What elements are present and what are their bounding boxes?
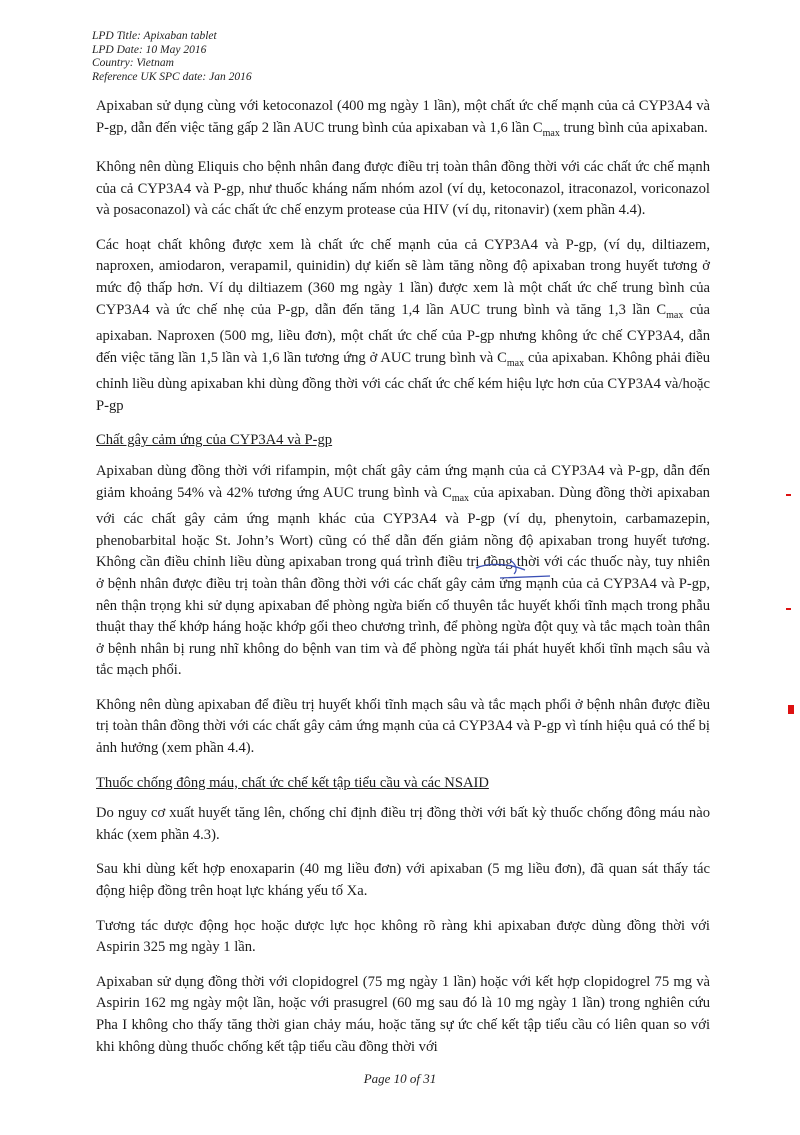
paragraph-weaker-inhibitors: Các hoạt chất không được xem là chất ức chế mạnh của cả CYP3A4 và P-gp, (ví dụ, diltiazem, naproxen, amiodaron, verapamil, quinidin) dự kiến sẽ làm tăng nồng độ apixaban trong huyết tương ở mức độ thấp hơn. Ví dụ diltiazem (360 mg ngày 1 lần) được xem là một chất ức chế trung bình của CYP3A4 và ức chế nhẹ của P-gp, dẫn đến tăng 1,4 lần AUC trung bình và tăng 1,3 lần $C_{max}$ của apixaban. Naproxen (500 mg, liều đơn), một chất ức chế của P-gp nhưng không ức chế CYP3A4, dẫn đến việc tăng lần 1,5 lần và 1,6 lần tương ứng ở AUC trung bình và $C_{max}$ của apixaban. Không phải điều chỉnh liều dùng apixaban khi dùng đồng thời với các chất ức chế kém hiệu lực hơn của CYP3A4 và/hoặc P-gp — [96, 236, 710, 414]
country: Country: Vietnam — [92, 57, 174, 69]
document-body — [96, 96, 710, 1071]
reference-spc-date: Reference UK SPC date: Jan 2016 — [92, 70, 252, 83]
edge-mark — [786, 608, 791, 610]
paragraph-dvt-pe-caution: Không nên dùng apixaban để điều trị huyết khối tĩnh mạch sâu và tắc mạch phổi ở bệnh nhân được điều trị toàn thân đồng thời với các chất gây cảm ứng mạnh của cả CYP3A4 và P-gp vì tính hiệu quả có thể bị ảnh hưởng (xem phần 4.4). — [96, 696, 710, 757]
heading-anticoagulants: Thuốc chống đông máu, chất ức chế kết tập tiểu cầu và các NSAID — [96, 774, 489, 791]
paragraph-rifampin: Apixaban dùng đồng thời với rifampin, một chất gây cảm ứng mạnh của cả CYP3A4 và P-gp, dẫn đến giảm khoảng 54% và 42% tương ứng AUC trung bình và $C_{max}$ của apixaban. Dùng đồng thời apixaban với các chất gây cảm ứng mạnh khác của CYP3A4 và P-gp (ví dụ, phenytoin, carbamazepin, phenobarbital hoặc St. John’s Wort) cũng có thể dẫn đến giảm nồng độ apixaban trong huyết tương. Không cần điều chỉnh liều dùng apixaban trong quá trình điều trị đồng thời với các thuốc này, tuy nhiên ở bệnh nhân được điều trị toàn thân đồng thời với các chất gây cảm ứng mạnh của cả CYP3A4 và P-gp, nên thận trọng khi sử dụng apixaban để phòng ngừa biến cố thuyên tắc huyết khối tĩnh mạch trong phẫu thuật thay thế khớp háng hoặc khớp gối theo chương trình, để phòng ngừa đột quỵ và tắc mạch toàn thân ở bệnh nhân bị rung nhĩ không do bệnh van tim và để phòng ngừa tái phát huyết khối tĩnh mạch sâu và tắc mạch phổi. — [96, 463, 710, 679]
paragraph-bleeding-risk: Do nguy cơ xuất huyết tăng lên, chống chỉ định điều trị đồng thời với bất kỳ thuốc chống đông máu nào khác (xem phần 4.3). — [96, 805, 710, 843]
document-header — [92, 30, 252, 84]
paragraph-enoxaparin: Sau khi dùng kết hợp enoxaparin (40 mg liều đơn) với apixaban (5 mg liều đơn), đã quan sát thấy tác động hiệp đồng trên hoạt lực kháng yếu tố Xa. — [96, 861, 710, 900]
lpd-date: LPD Date: 10 May 2016 — [92, 43, 207, 56]
paragraph-eliquis-warning: Không nên dùng Eliquis cho bệnh nhân đang được điều trị toàn thân đồng thời với các chất ức chế mạnh của cả CYP3A4 và P-gp, như thuốc kháng nấm nhóm azol (ví dụ, ketoconazol, itraconazol, voriconazol và posaconazol) và các chất ức chế enzym protease của HIV (ví dụ, ritonavir) (xem phần 4.4). — [96, 159, 710, 219]
edge-mark — [788, 705, 794, 714]
page-number: Page 10 of 31 — [363, 1071, 437, 1086]
paragraph-clopidogrel: Apixaban sử dụng đồng thời với clopidogrel (75 mg ngày 1 lần) hoặc với kết hợp clopidogrel 75 mg và Aspirin 162 mg ngày một lần, hoặc với prasugrel (60 mg sau đó là 10 mg ngày 1 lần) trong nghiên cứu Pha I không cho thấy tăng thời gian chảy máu, hoặc tăng sự ức chế kết tập tiểu cầu có liên quan so với khi không dùng thuốc chống kết tập tiểu cầu đồng thời với — [96, 973, 710, 1055]
heading-inducers: Chất gây cảm ứng của CYP3A4 và P-gp — [96, 432, 333, 449]
paragraph-aspirin: Tương tác dược động học hoặc dược lực học không rõ ràng khi apixaban được dùng đồng thời với Aspirin 325 mg ngày 1 lần. — [96, 917, 710, 956]
pen-annotation-icon — [470, 558, 560, 588]
lpd-title: LPD Title: Apixaban tablet — [92, 30, 217, 42]
paragraph-ketoconazole: Apixaban sử dụng cùng với ketoconazol (400 mg ngày 1 lần), một chất ức chế mạnh của cả CYP3A4 và P-gp, dẫn đến việc tăng gấp 2 lần AUC trung bình của apixaban và 1,6 lần $C_{max}$ trung bình của apixaban. — [96, 98, 710, 139]
edge-mark — [786, 494, 791, 496]
